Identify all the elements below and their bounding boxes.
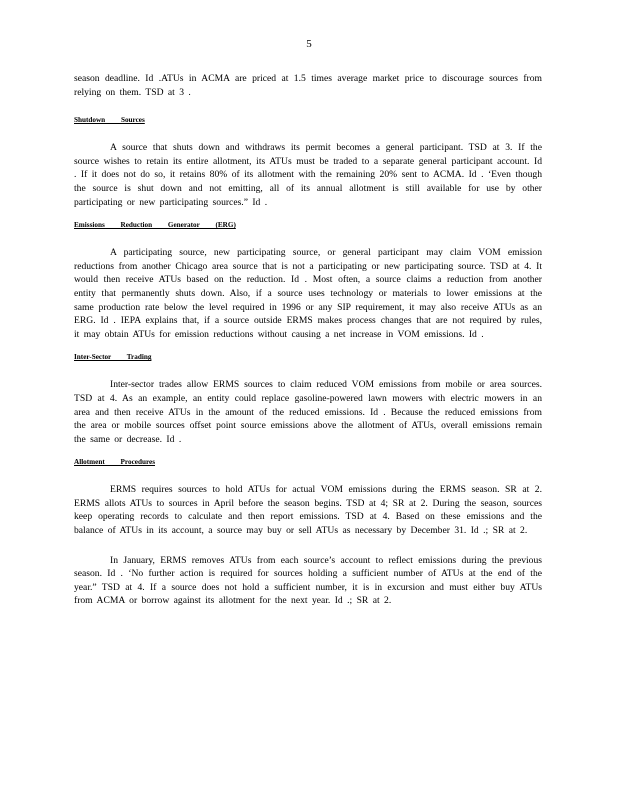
allotment-paragraph-2: In January, ERMS removes ATUs from each source’s account to reflect emissions during the previous season. Id . ‘No further action is required for sources holding a sufficient number of ATUs at the end of the year.” TSD at 4. If a source does not hold a sufficient number, it is in excursion and must either buy ATUs from ACMA or borrow against its allotment for the next year. Id .; SR at 2. bbox=[74, 554, 542, 607]
inter-sector-trading-paragraph: Inter-sector trades allow ERMS sources to claim reduced VOM emissions from mobile or area sources. TSD at 4. As an example, an entity could replace gasoline-powered lawn mowers with electric mowers in an area and then receive ATUs in the amount of the reduced emissions. Id . Because the reduced emissions from the area or mobile sources offset point source emissions above the allotment of ATUs, overall emissions remain the same or decrease. Id . bbox=[74, 379, 542, 445]
page-number: 5 bbox=[306, 38, 312, 50]
section-heading-shutdown-sources: Shutdown Sources bbox=[74, 116, 145, 125]
allotment-paragraph-1: ERMS requires sources to hold ATUs for actual VOM emissions during the ERMS season. SR at 2. ERMS allots ATUs to sources in April before the season begins. TSD at 4; SR at 2. During the season, sources keep operating records to calculate and then report emissions. TSD at 4. Based on these emissions and the balance of ATUs in its account, a source may buy or sell ATUs as necessary by December 31. Id .; SR at 2. bbox=[74, 484, 542, 537]
section-heading-allotment-procedures: Allotment Procedures bbox=[74, 458, 156, 467]
intro-paragraph: season deadline. Id .ATUs in ACMA are priced at 1.5 times average market price to discourage sources from relying on them. TSD at 3 . bbox=[74, 73, 542, 98]
section-heading-erg: Emissions Reduction Generator (ERG) bbox=[74, 221, 236, 230]
erg-paragraph: A participating source, new participating source, or general participant may claim VOM emission reductions from another Chicago area source that is not a participating or new participating source. TSD at 4. It would then receive ATUs based on the reduction. Id . Most often, a source claims a reduction from another entity that permanently shuts down. Also, if a source uses technology or materials to lower emissions at the same production rate below the level required in 1996 or any SIP requirement, it may also receive ATUs as an ERG. Id . IEPA explains that, if a source outside ERMS makes process changes that are not required by rules, it may obtain ATUs for emission reductions without causing a net increase in VOM emissions. Id . bbox=[74, 247, 542, 340]
section-heading-inter-sector-trading: Inter-Sector Trading bbox=[74, 353, 152, 362]
shutdown-sources-paragraph: A source that shuts down and withdraws its permit becomes a general participant. TSD at 3. If the source wishes to retain its entire allotment, its ATUs must be traded to a separate general participant account. Id . If it does not do so, it retains 80% of its allotment with the remaining 20% sent to ACMA. Id . ‘Even though the source is shut down and not emitting, all of its annual allotment is still available for use by other participating or new participating sources.” Id . bbox=[74, 142, 542, 208]
page-body bbox=[74, 72, 542, 608]
